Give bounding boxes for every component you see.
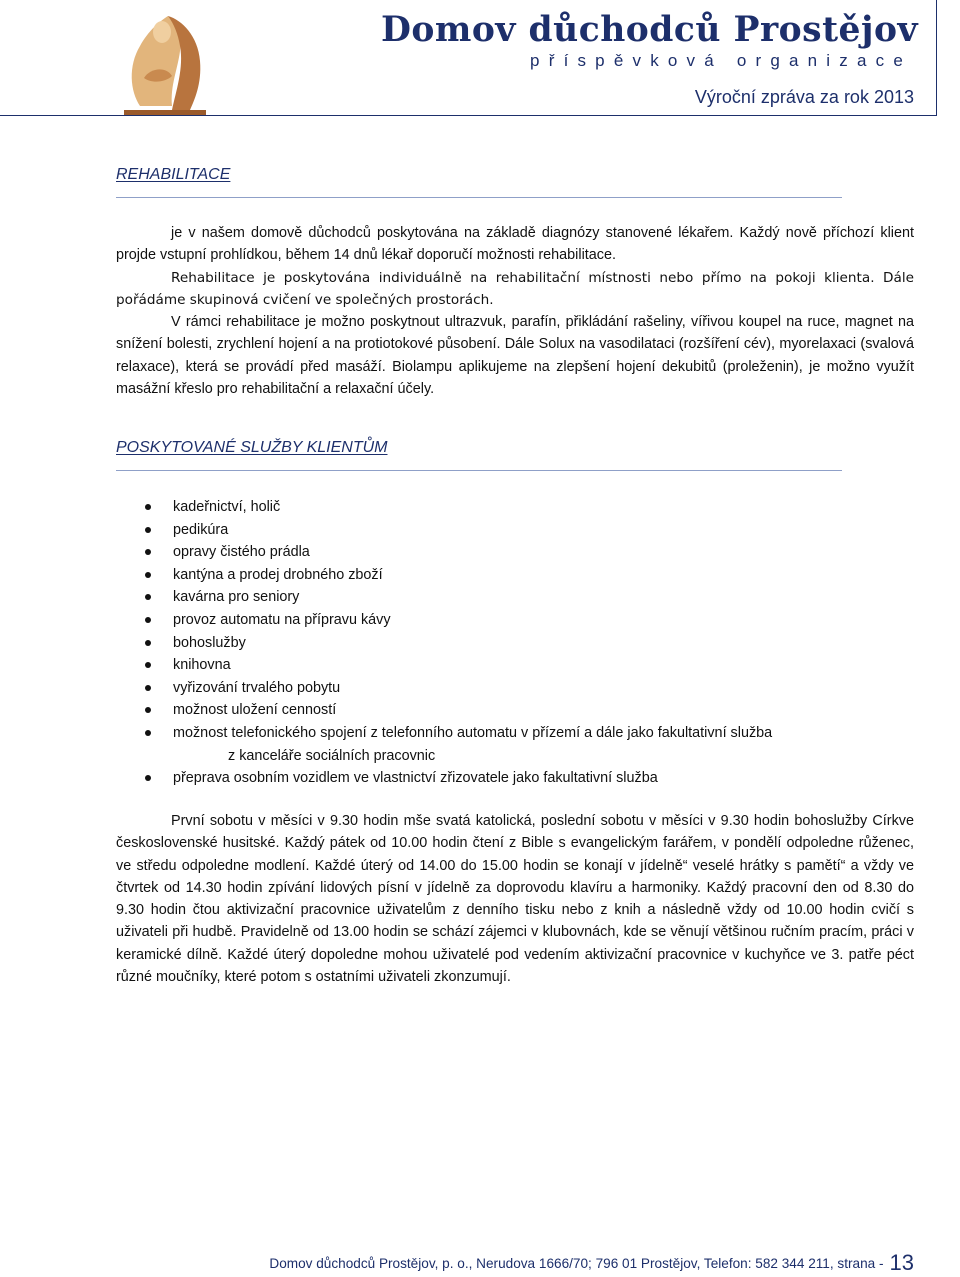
rehabilitace-paragraph-2: Rehabilitace je poskytována individuálně na rehabilitační místnosti nebo přímo na pokoji klienta. Dále pořádáme skupinová cvičení ve společných prostorách. bbox=[116, 269, 914, 308]
list-item: kadeřnictví, holič bbox=[116, 496, 914, 519]
services-text bbox=[116, 810, 914, 988]
section-separator bbox=[116, 197, 842, 198]
org-name: Domov důchodců Prostějov bbox=[380, 10, 918, 50]
list-item: kantýna a prodej drobného zboží bbox=[116, 564, 914, 587]
list-item: opravy čistého prádla bbox=[116, 541, 914, 564]
list-item: knihovna bbox=[116, 654, 914, 677]
list-item: bohoslužby bbox=[116, 632, 914, 655]
services-list bbox=[116, 496, 914, 790]
list-item: kavárna pro seniory bbox=[116, 586, 914, 609]
list-item: možnost telefonického spojení z telefonního automatu v přízemí a dále jako fakultativní služba z kanceláře sociálních pracovnic bbox=[116, 722, 914, 767]
rehabilitace-paragraph-1: je v našem domově důchodců poskytována na základě diagnózy stanovené lékařem. Každý nově příchozí klient projde vstupní prohlídkou, během 14 dnů lékař doporučí možnosti rehabilitace. bbox=[116, 225, 914, 264]
section-separator bbox=[116, 470, 842, 471]
list-item: pedikúra bbox=[116, 519, 914, 542]
org-type: příspěvková organizace bbox=[530, 51, 912, 70]
carved-figure-logo bbox=[110, 6, 220, 118]
heading-rehabilitace: REHABILITACE bbox=[116, 166, 231, 183]
rehabilitace-text bbox=[116, 222, 914, 400]
heading-sluzby: POSKYTOVANÉ SLUŽBY KLIENTŮM bbox=[116, 439, 388, 456]
list-item-continuation: z kanceláře sociálních pracovnic bbox=[228, 747, 436, 764]
list-item: provoz automatu na přípravu kávy bbox=[116, 609, 914, 632]
list-item: možnost uložení cenností bbox=[116, 699, 914, 722]
page-footer bbox=[190, 1250, 914, 1276]
header-vertical-rule bbox=[936, 0, 937, 116]
list-item: vyřizování trvalého pobytu bbox=[116, 677, 914, 700]
footer-text: Domov důchodců Prostějov, p. o., Nerudova 1666/70; 796 01 Prostějov, Telefon: 582 344 211, strana - bbox=[269, 1256, 884, 1271]
services-paragraph: První sobotu v měsíci v 9.30 hodin mše svatá katolická, poslední sobotu v měsíci v 9.30 hodin bohoslužby Církve československé husitské. Každý pátek od 10.00 hodin čtení z Bible s evangelickým farářem, v pondělí odpoledne růženec, ve středu odpoledne modlení. Každé úterý od 14.00 do 15.00 hodin se konají v jídelně“ veselé hrátky s pamětí“ a vždy ve čtvrtek od 14.30 hodin zpívání lidových písní v jídelně za doprovodu klavíru a harmoniky. Každý pracovní den od 8.30 do 9.30 hodin čtou aktivizační pracovnice uživatelům z denního tisku nebo z knih a následně vždy od 10.00 hodin cvičí s uživateli při hudbě. Pravidelně od 13.00 hodin se schází zájemci v klubovnách, kde se věnují většinou ručním pracím, práci v keramické dílně. Každé úterý dopoledne mohou uživatelé pod vedením aktivizační pracovnice v kuchyňce ve 3. patře péct různé moučníky, které potom s ostatními uživateli zkonzumují. bbox=[116, 813, 914, 986]
list-item: přeprava osobním vozidlem ve vlastnictví zřizovatele jako fakultativní služba bbox=[116, 767, 914, 790]
header-horizontal-rule bbox=[0, 115, 937, 116]
rehabilitace-paragraph-3: V rámci rehabilitace je možno poskytnout ultrazvuk, parafín, přikládání rašeliny, vířivou koupel na ruce, magnet na snížení bolesti, zrychlení hojení a na protiotokové působení. Dále Solux na vasodilataci (rozšíření cév), myorelaxaci (svalová relaxace), která se provádí před masáží. Biolampu aplikujeme na zlepšení hojení dekubitů (proleženin), je možno využít masážní křeslo pro rehabilitační a relaxační účely. bbox=[116, 314, 914, 398]
report-title: Výroční zpráva za rok 2013 bbox=[694, 87, 914, 107]
page-number: 13 bbox=[889, 1250, 914, 1275]
